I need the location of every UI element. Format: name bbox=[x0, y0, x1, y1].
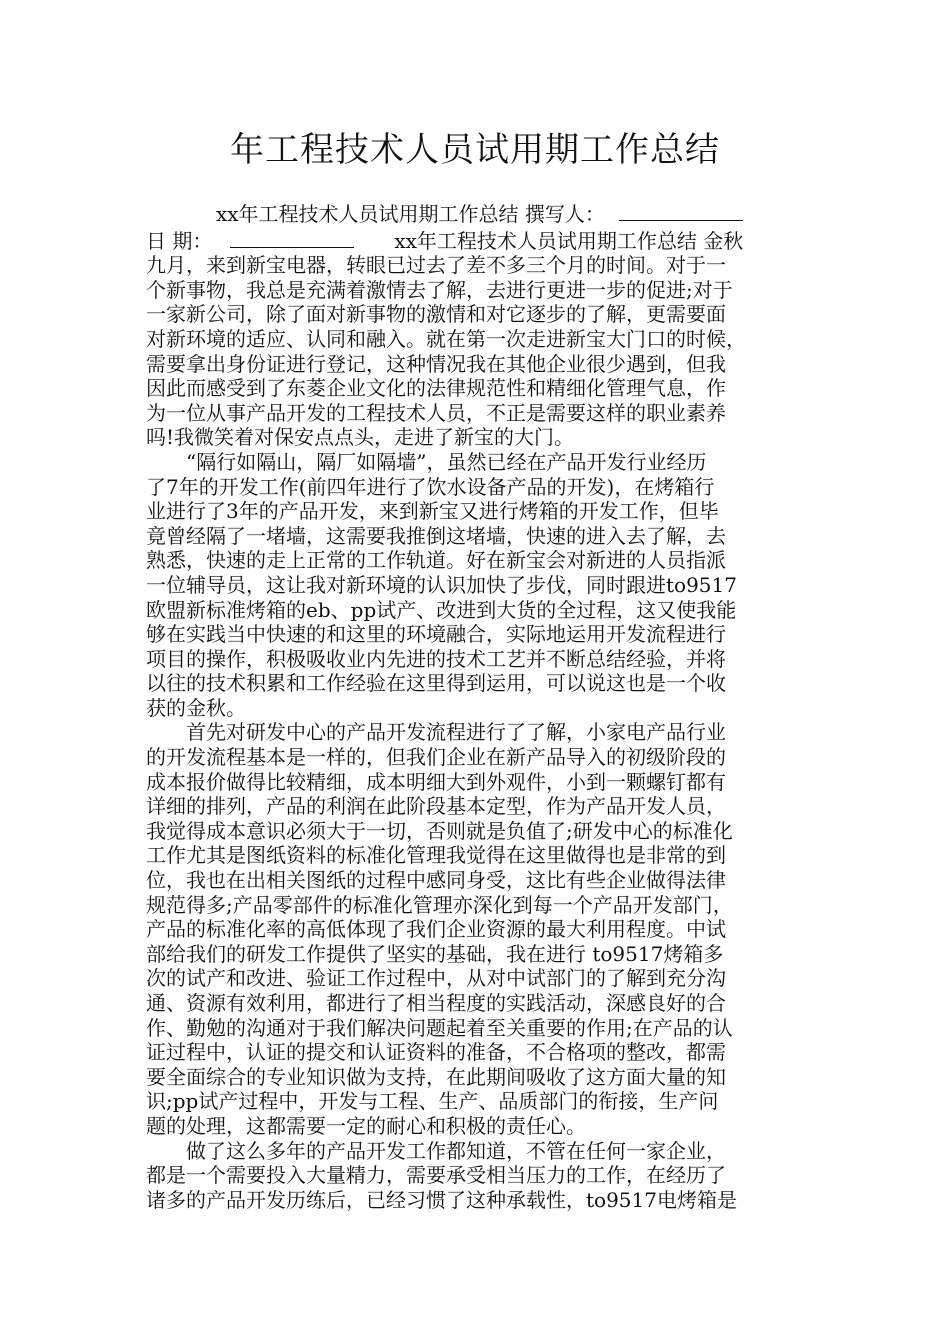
date-blank bbox=[230, 227, 354, 248]
body-line: “隔行如隔山，隔厂如隔墙”，虽然已经在产品开发行业经历 bbox=[146, 449, 707, 474]
body-line: 识;pp试产过程中，开发与工程、生产、品质部门的衔接，生产问 bbox=[146, 1089, 719, 1114]
body-line: 够在实践当中快速的和这里的环境融合，实际地运用开发流程进行 bbox=[146, 622, 726, 647]
body-line: 产品的标准化率的高低体现了我们企业资源的最大利用程度。中试 bbox=[146, 917, 726, 942]
body-line: 位，我也在出相关图纸的过程中感同身受，这比有些企业做得法律 bbox=[146, 868, 726, 893]
body-line: 对新环境的适应、认同和融入。就在第一次走进新宝大门口的时候， bbox=[146, 326, 746, 351]
body-line: 工作尤其是图纸资料的标准化管理我觉得在这里做得也是非常的到 bbox=[146, 843, 726, 868]
body-line: 一位辅导员，这让我对新环境的认识加快了步伐，同时跟进to9517 bbox=[146, 572, 737, 597]
document-body bbox=[146, 200, 810, 1212]
date-label: 日 期： bbox=[146, 228, 213, 253]
body-line: xx年工程技术人员试用期工作总结 金秋 bbox=[394, 228, 744, 253]
body-line: 首先对研发中心的产品开发流程进行了了解，小家电产品行业 bbox=[146, 720, 726, 745]
body-line: 部给我们的研发工作提供了坚实的基础，我在进行 to9517烤箱多 bbox=[146, 941, 724, 966]
body-line: 诸多的产品开发历练后，已经习惯了这种承载性，to9517电烤箱是 bbox=[146, 1187, 737, 1212]
body-line: 熟悉，快速的走上正常的工作轨道。好在新宝会对新进的人员指派 bbox=[146, 548, 726, 573]
body-line: 吗!我微笑着对保安点点头，走进了新宝的大门。 bbox=[146, 425, 575, 450]
author-blank bbox=[619, 200, 743, 221]
body-line: 次的试产和改进、验证工作过程中，从对中试部门的了解到充分沟 bbox=[146, 966, 726, 991]
body-line: 题的处理，这都需要一定的耐心和积极的责任心。 bbox=[146, 1113, 586, 1138]
body-line: 要全面综合的专业知识做为支持，在此期间吸收了这方面大量的知 bbox=[146, 1064, 726, 1089]
document-title: 年工程技术人员试用期工作总结 bbox=[230, 130, 720, 170]
body-line: 证过程中，认证的提交和认证资料的准备，不合格项的整改，都需 bbox=[146, 1040, 726, 1065]
body-line: 九月，来到新宝电器，转眼已过去了差不多三个月的时间。对于一 bbox=[146, 253, 726, 278]
body-line: 作、勤勉的沟通对于我们解决问题起着至关重要的作用;在产品的认 bbox=[146, 1015, 733, 1040]
body-line: 一家新公司，除了面对新事物的激情和对它逐步的了解，更需要面 bbox=[146, 302, 726, 327]
body-line: 因此而感受到了东菱企业文化的法律规范性和精细化管理气息，作 bbox=[146, 376, 726, 401]
body-line: 项目的操作，积极吸收业内先进的技术工艺并不断总结经验，并将 bbox=[146, 646, 726, 671]
body-line: 通、资源有效利用，都进行了相当程度的实践活动，深感良好的合 bbox=[146, 991, 726, 1015]
body-line: 竟曾经隔了一堵墙，这需要我推倒这堵墙，快速的进入去了解，去 bbox=[146, 523, 726, 548]
body-line: 需要拿出身份证进行登记，这种情况我在其他企业很少遇到，但我 bbox=[146, 351, 726, 376]
body-line: 详细的排列，产品的利润在此阶段基本定型，作为产品开发人员， bbox=[146, 794, 726, 819]
body-line: 为一位从事产品开发的工程技术人员，不正是需要这样的职业素养 bbox=[146, 400, 726, 425]
body-line: 以往的技术积累和工作经验在这里得到运用，可以说这也是一个收 bbox=[146, 671, 726, 696]
body-line: 获的金秋。 bbox=[146, 695, 246, 720]
body-line: 都是一个需要投入大量精力，需要承受相当压力的工作，在经历了 bbox=[146, 1163, 726, 1188]
header-line bbox=[146, 200, 810, 227]
body-line: 我觉得成本意识必须大于一切，否则就是负值了;研发中心的标准化 bbox=[146, 818, 733, 843]
body-line: 成本报价做得比较精细，成本明细大到外观件，小到一颗螺钉都有 bbox=[146, 769, 726, 794]
body-line: 的开发流程基本是一样的，但我们企业在新产品导入的初级阶段的 bbox=[146, 745, 726, 770]
body-line: 欧盟新标准烤箱的eb、pp试产、改进到大货的全过程，这又使我能 bbox=[146, 597, 737, 622]
body-line: 个新事物，我总是充满着激情去了解，去进行更进一步的促进;对于 bbox=[146, 277, 733, 302]
body-line: 做了这么多年的产品开发工作都知道，不管在任何一家企业， bbox=[146, 1138, 726, 1163]
body-line: 业进行了3年的产品开发，来到新宝又进行烤箱的开发工作，但毕 bbox=[146, 499, 719, 524]
date-line bbox=[146, 227, 810, 254]
header-text: xx年工程技术人员试用期工作总结 撰写人： bbox=[216, 202, 605, 226]
body-line: 了7年的开发工作(前四年进行了饮水设备产品的开发)，在烤箱行 bbox=[146, 474, 715, 499]
body-line: 规范得多;产品零部件的标准化管理亦深化到每一个产品开发部门， bbox=[146, 892, 733, 917]
